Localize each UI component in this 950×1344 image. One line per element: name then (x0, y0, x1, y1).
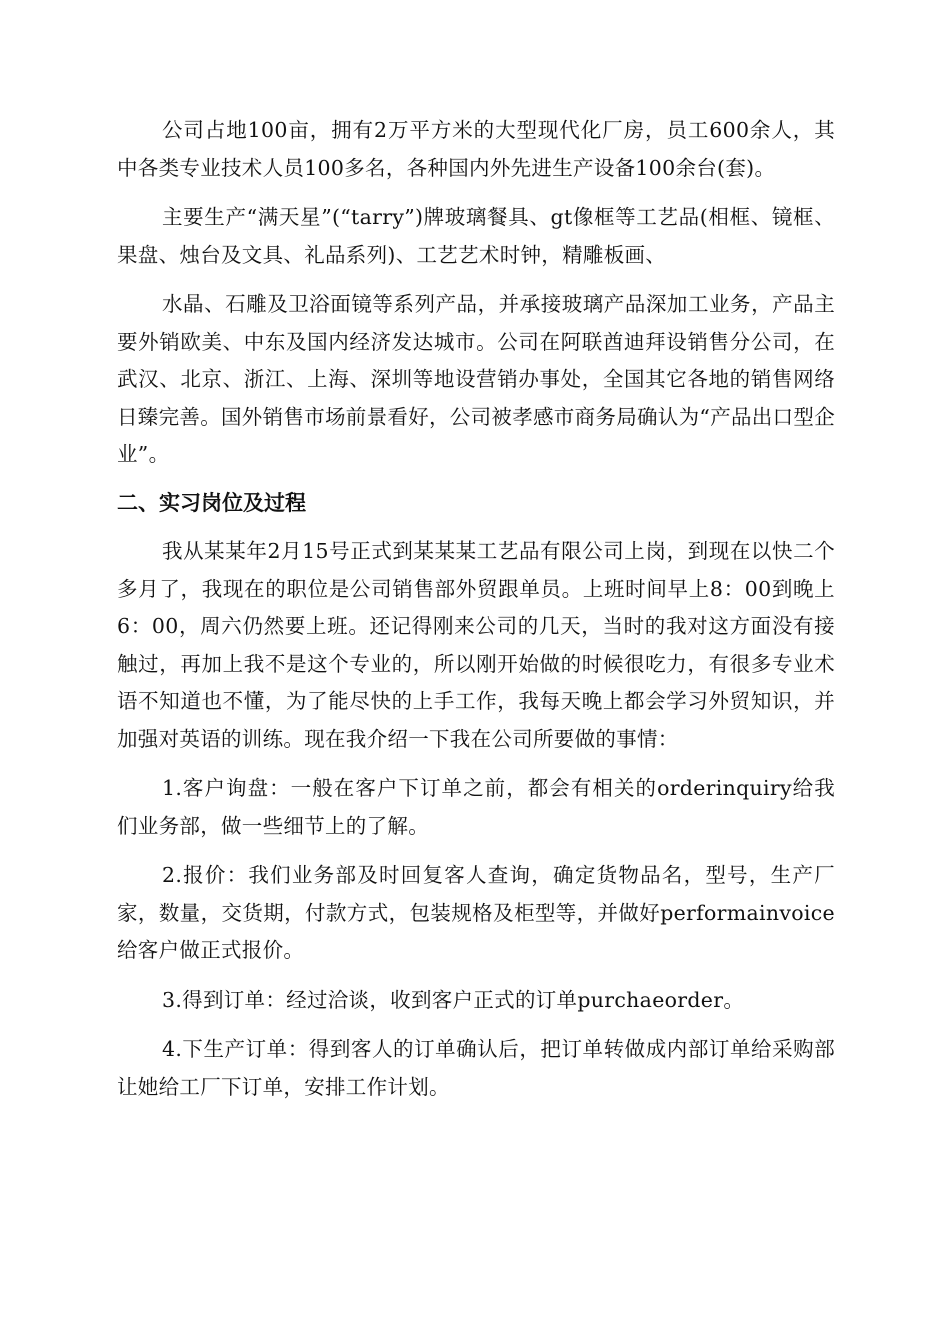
list-item-customer-inquiry: 1.客户询盘：一般在客户下订单之前，都会有相关的orderinquiry给我们业务部，做一些细节上的了解。 (117, 776, 835, 838)
paragraph-main-products: 主要生产“满天星”(“tarry”)牌玻璃餐具、gt像框等工艺品(相框、镜框、果盘、烛台及文具、礼品系列)、工艺艺术时钟，精雕板画、 (117, 205, 835, 267)
paragraph-markets: 水晶、石雕及卫浴面镜等系列产品，并承接玻璃产品深加工业务，产品主要外销欧美、中东及国内经济发达城市。公司在阿联酋迪拜设销售分公司，在武汉、北京、浙江、上海、深圳等地设营销办事处，全国其它各地的销售网络日臻完善。国外销售市场前景看好，公司被孝感市商务局确认为“产品出口型企业”。 (117, 292, 835, 466)
document-body (117, 112, 835, 1106)
section-heading: 二、实习岗位及过程 (117, 490, 306, 515)
list-item-quotation: 2.报价：我们业务部及时回复客人查询，确定货物品名，型号，生产厂家，数量，交货期，付款方式，包装规格及柜型等，并做好performainvoice给客户做正式报价。 (117, 863, 835, 962)
list-item-production-order: 4.下生产订单：得到客人的订单确认后，把订单转做成内部订单给采购部让她给工厂下订单，安排工作计划。 (117, 1037, 835, 1099)
paragraph-company-overview: 公司占地100亩，拥有2万平方米的大型现代化厂房，员工600余人，其中各类专业技术人员100多名，各种国内外先进生产设备100余台(套)。 (117, 118, 835, 180)
list-item-get-order: 3.得到订单：经过洽谈，收到客户正式的订单purchaeorder。 (162, 987, 745, 1012)
paragraph-internship-intro: 我从某某年2月15号正式到某某某工艺品有限公司上岗，到现在以快二个多月了，我现在的职位是公司销售部外贸跟单员。上班时间早上8：00到晚上6：00，周六仍然要上班。还记得刚来公司的几天，当时的我对这方面没有接触过，再加上我不是这个专业的，所以刚开始做的时候很吃力，有很多专业术语不知道也不懂，为了能尽快的上手工作，我每天晚上都会学习外贸知识，并加强对英语的训练。现在我介绍一下我在公司所要做的事情： (117, 539, 835, 751)
